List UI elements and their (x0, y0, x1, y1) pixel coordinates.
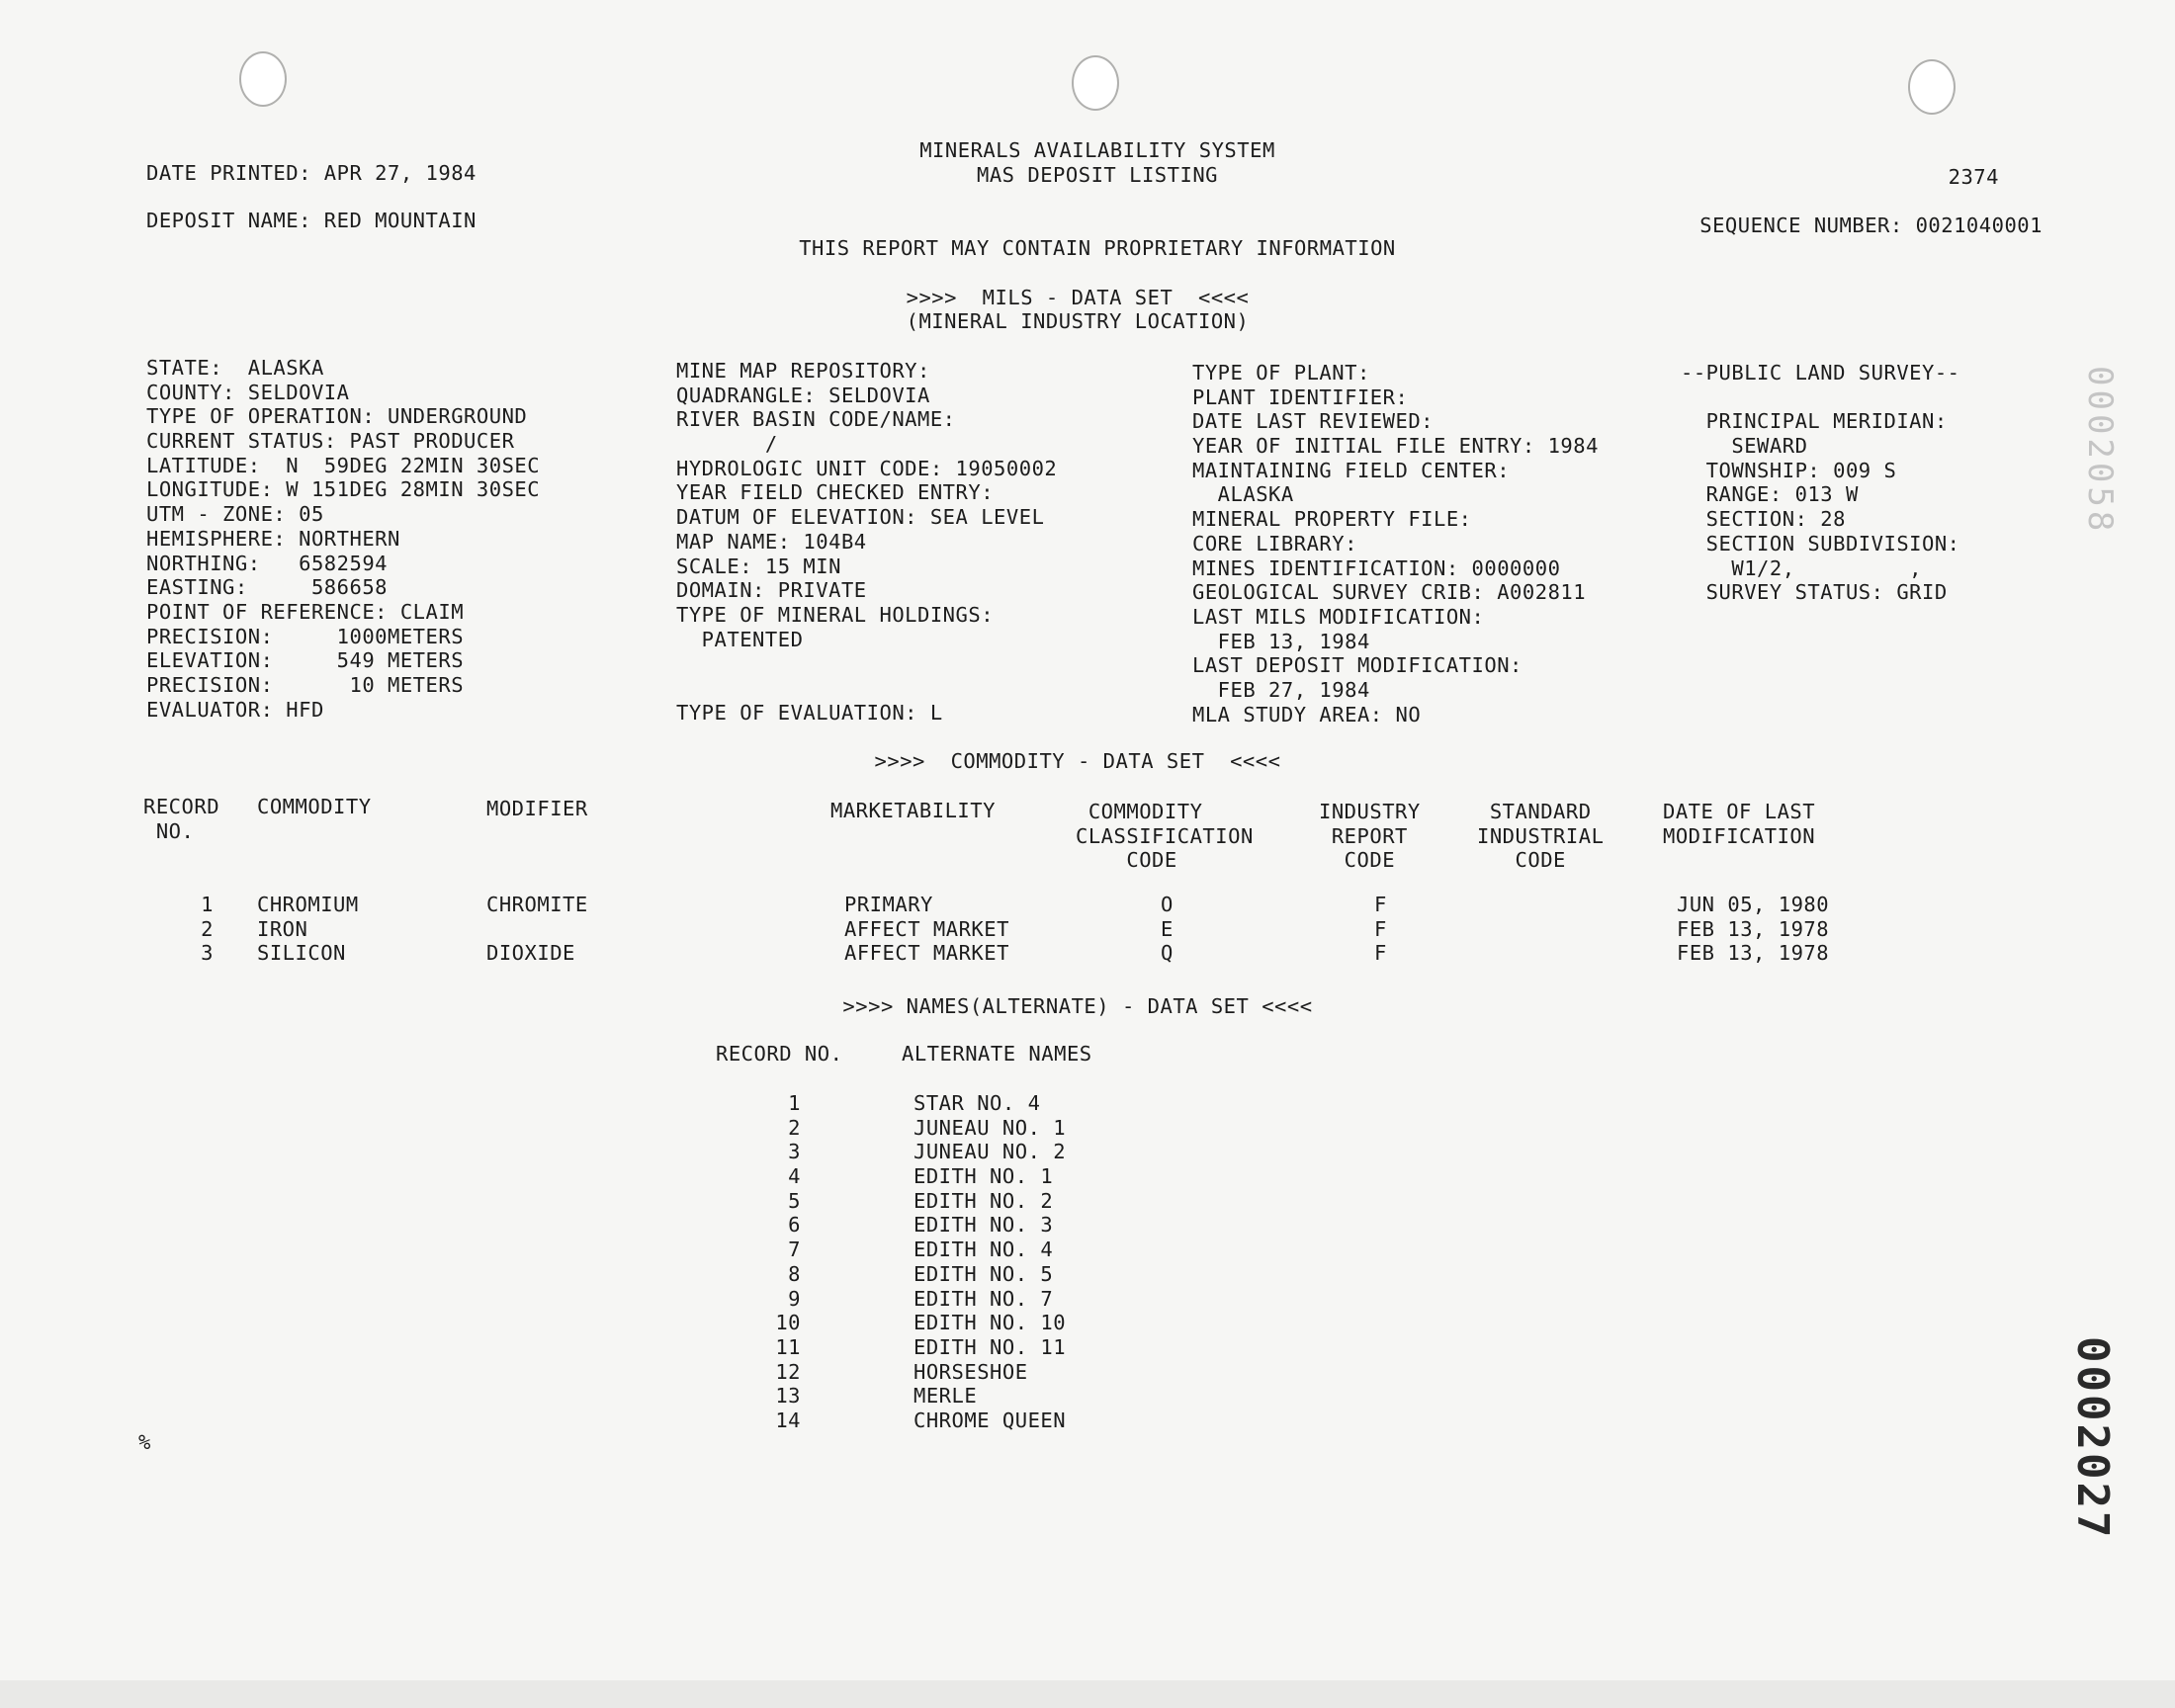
punch-hole-center (1072, 55, 1119, 111)
commodity-title: >>>> COMMODITY - DATA SET <<<< (874, 749, 1281, 773)
mils-field: COUNTY: SELDOVIA (146, 380, 350, 404)
mils-field: RIVER BASIN CODE/NAME: (676, 407, 956, 432)
header-sic-code: STANDARD INDUSTRIAL CODE (1477, 800, 1605, 873)
mils-field: LONGITUDE: W 151DEG 28MIN 30SEC (146, 477, 541, 502)
mils-field: FEB 13, 1984 (1192, 629, 1370, 653)
mils-field: CORE LIBRARY: (1192, 531, 1357, 555)
mils-field: MAP NAME: 104B4 (676, 529, 867, 554)
alternate-name: EDITH NO. 4 (914, 1238, 1054, 1262)
mils-field: LAST MILS MODIFICATION: (1192, 604, 1485, 629)
mils-field: GEOLOGICAL SURVEY CRIB: A002811 (1192, 580, 1587, 605)
header-record-no: RECORD NO. (143, 795, 220, 843)
name-record-no: 5 (788, 1188, 801, 1213)
stamp-number: 0002027 (2067, 1336, 2118, 1541)
record-no-cell: 1 (201, 893, 214, 916)
mils-field: MINE MAP REPOSITORY: (676, 359, 930, 383)
modification-date-cell: JUN 05, 1980 (1677, 893, 1830, 916)
marketability-cell: PRIMARY (844, 893, 933, 916)
alternate-name: HORSESHOE (914, 1359, 1028, 1384)
name-record-no: 10 (775, 1311, 801, 1335)
alternate-name: STAR NO. 4 (914, 1091, 1041, 1115)
mils-field (676, 651, 1057, 676)
mils-field: DATUM OF ELEVATION: SEA LEVEL (676, 505, 1045, 530)
name-record-no: 6 (788, 1213, 801, 1238)
mils-location-column (146, 356, 540, 722)
mils-file-column (1192, 361, 1599, 726)
mils-field: ELEVATION: 549 METERS (146, 648, 465, 673)
mils-field: YEAR OF INITIAL FILE ENTRY: 1984 (1192, 434, 1599, 459)
name-record-no: 9 (788, 1286, 801, 1311)
survey-field: PRINCIPAL MERIDIAN: (1681, 409, 1948, 434)
name-record-no: 3 (788, 1140, 801, 1164)
modifier-cell: CHROMITE (486, 893, 588, 916)
mils-field (676, 676, 1057, 701)
survey-field: SURVEY STATUS: GRID (1681, 580, 1948, 605)
mils-field: MINERAL PROPERTY FILE: (1192, 507, 1472, 532)
punch-hole-left (239, 51, 287, 107)
header-modifier: MODIFIER (486, 797, 588, 820)
date-printed: DATE PRINTED: APR 27, 1984 (146, 161, 477, 185)
alternate-name: EDITH NO. 3 (914, 1213, 1054, 1238)
survey-field: W1/2, , (1681, 555, 1922, 580)
name-record-no: 13 (775, 1384, 801, 1409)
deposit-name: DEPOSIT NAME: RED MOUNTAIN (146, 209, 477, 232)
industry-report-code-cell: F (1374, 916, 1387, 941)
survey-field: TOWNSHIP: 009 S (1681, 458, 1897, 482)
classification-code-cell: E (1161, 916, 1174, 941)
listing-title: MAS DEPOSIT LISTING (977, 163, 1218, 187)
mils-field: LAST DEPOSIT MODIFICATION: (1192, 653, 1522, 678)
alternate-name: MERLE (914, 1384, 978, 1409)
names-header-record-no: RECORD NO. (716, 1042, 843, 1066)
mils-field: FEB 27, 1984 (1192, 677, 1370, 702)
footer-mark: % (138, 1430, 151, 1454)
alternate-name: EDITH NO. 2 (914, 1188, 1054, 1213)
record-no-cell: 2 (201, 916, 214, 941)
alternate-name: JUNEAU NO. 1 (914, 1115, 1067, 1140)
mils-field: HYDROLOGIC UNIT CODE: 19050002 (676, 456, 1058, 480)
marketability-cell: AFFECT MARKET (844, 941, 1009, 966)
mils-field: SCALE: 15 MIN (676, 554, 841, 578)
names-alternate-list (914, 1091, 1066, 1433)
mils-field: TYPE OF PLANT: (1192, 361, 1370, 384)
classification-code-cell: Q (1161, 941, 1174, 966)
alternate-name: EDITH NO. 5 (914, 1261, 1054, 1286)
mils-map-column (676, 359, 1057, 725)
header-date-last-modification: DATE OF LAST MODIFICATION (1663, 800, 1816, 848)
survey-field: RANGE: 013 W (1681, 482, 1859, 507)
name-record-no: 4 (788, 1164, 801, 1189)
survey-field (1681, 385, 1960, 410)
alternate-name: EDITH NO. 7 (914, 1286, 1054, 1311)
mils-field: TYPE OF EVALUATION: L (676, 700, 943, 725)
mils-field: CURRENT STATUS: PAST PRODUCER (146, 429, 515, 454)
alternate-name: EDITH NO. 1 (914, 1164, 1054, 1189)
mils-field: PRECISION: 1000METERS (146, 624, 465, 648)
scan-edge (0, 1680, 2175, 1708)
header-industry-report-code: INDUSTRY REPORT CODE (1319, 800, 1421, 873)
mils-field: QUADRANGLE: SELDOVIA (676, 383, 930, 407)
record-no-cell: 3 (201, 941, 214, 966)
modification-date-cell: FEB 13, 1978 (1677, 941, 1830, 966)
name-record-no: 8 (788, 1261, 801, 1286)
public-land-survey-column (1681, 361, 1960, 605)
mils-field: DATE LAST REVIEWED: (1192, 409, 1434, 434)
mils-field: LATITUDE: N 59DEG 22MIN 30SEC (146, 453, 541, 477)
alternate-name: CHROME QUEEN (914, 1408, 1067, 1432)
modifier-cell: DIOXIDE (486, 941, 575, 966)
survey-field: SECTION SUBDIVISION: (1681, 531, 1960, 555)
mils-field: PRECISION: 10 METERS (146, 672, 465, 697)
marketability-cell: AFFECT MARKET (844, 916, 1009, 941)
page-number: 2374 (1948, 165, 1999, 189)
alternate-name: EDITH NO. 11 (914, 1334, 1067, 1359)
mils-field: MINES IDENTIFICATION: 0000000 (1192, 555, 1561, 580)
names-title: >>>> NAMES(ALTERNATE) - DATA SET <<<< (842, 994, 1313, 1018)
alternate-name: JUNEAU NO. 2 (914, 1140, 1067, 1164)
mils-field: PATENTED (676, 627, 804, 651)
name-record-no: 12 (775, 1359, 801, 1384)
header-classification-code: COMMODITY CLASSIFICATION CODE (1076, 800, 1254, 873)
sequence-number: SEQUENCE NUMBER: 0021040001 (1699, 214, 2043, 237)
name-record-no: 2 (788, 1115, 801, 1140)
mils-field: MAINTAINING FIELD CENTER: (1192, 458, 1511, 482)
industry-report-code-cell: F (1374, 893, 1387, 916)
mils-field: DOMAIN: PRIVATE (676, 578, 867, 603)
mils-field: PLANT IDENTIFIER: (1192, 384, 1409, 409)
names-header-alternate-names: ALTERNATE NAMES (902, 1042, 1092, 1066)
mils-field: MLA STUDY AREA: NO (1192, 702, 1422, 726)
header-marketability: MARKETABILITY (830, 799, 996, 822)
mils-field: HEMISPHERE: NORTHERN (146, 526, 400, 551)
mils-field: POINT OF REFERENCE: CLAIM (146, 599, 465, 624)
header-commodity: COMMODITY (257, 795, 372, 818)
names-record-numbers (751, 1091, 801, 1433)
mils-field: UTM - ZONE: 05 (146, 502, 324, 527)
mils-field: EASTING: 586658 (146, 575, 388, 600)
name-record-no: 11 (775, 1334, 801, 1359)
classification-code-cell: O (1161, 893, 1174, 916)
commodity-cell: SILICON (257, 941, 346, 966)
mils-field: YEAR FIELD CHECKED ENTRY: (676, 480, 995, 505)
name-record-no: 7 (788, 1238, 801, 1262)
modification-date-cell: FEB 13, 1978 (1677, 916, 1830, 941)
system-title: MINERALS AVAILABILITY SYSTEM (919, 138, 1275, 162)
faint-stamp-number: 0002058 (2080, 366, 2120, 536)
mils-title: >>>> MILS - DATA SET <<<< (906, 286, 1250, 309)
survey-field: --PUBLIC LAND SURVEY-- (1681, 361, 1960, 384)
mils-field: NORTHING: 6582594 (146, 551, 388, 575)
name-record-no: 14 (775, 1408, 801, 1432)
mils-field: / (676, 432, 778, 457)
name-record-no: 1 (788, 1091, 801, 1115)
mils-field: STATE: ALASKA (146, 356, 324, 380)
survey-field: SEWARD (1681, 434, 1808, 459)
commodity-cell: CHROMIUM (257, 893, 359, 916)
alternate-name: EDITH NO. 10 (914, 1311, 1067, 1335)
mils-field: ALASKA (1192, 482, 1294, 507)
punch-hole-right (1908, 59, 1956, 115)
mils-subtitle: (MINERAL INDUSTRY LOCATION) (906, 309, 1250, 333)
industry-report-code-cell: F (1374, 941, 1387, 966)
proprietary-notice: THIS REPORT MAY CONTAIN PROPRIETARY INFORMATION (799, 236, 1396, 260)
commodity-cell: IRON (257, 916, 308, 941)
mils-field: TYPE OF MINERAL HOLDINGS: (676, 602, 995, 627)
survey-field: SECTION: 28 (1681, 507, 1846, 532)
mils-field: TYPE OF OPERATION: UNDERGROUND (146, 404, 528, 429)
mils-field: EVALUATOR: HFD (146, 697, 324, 722)
